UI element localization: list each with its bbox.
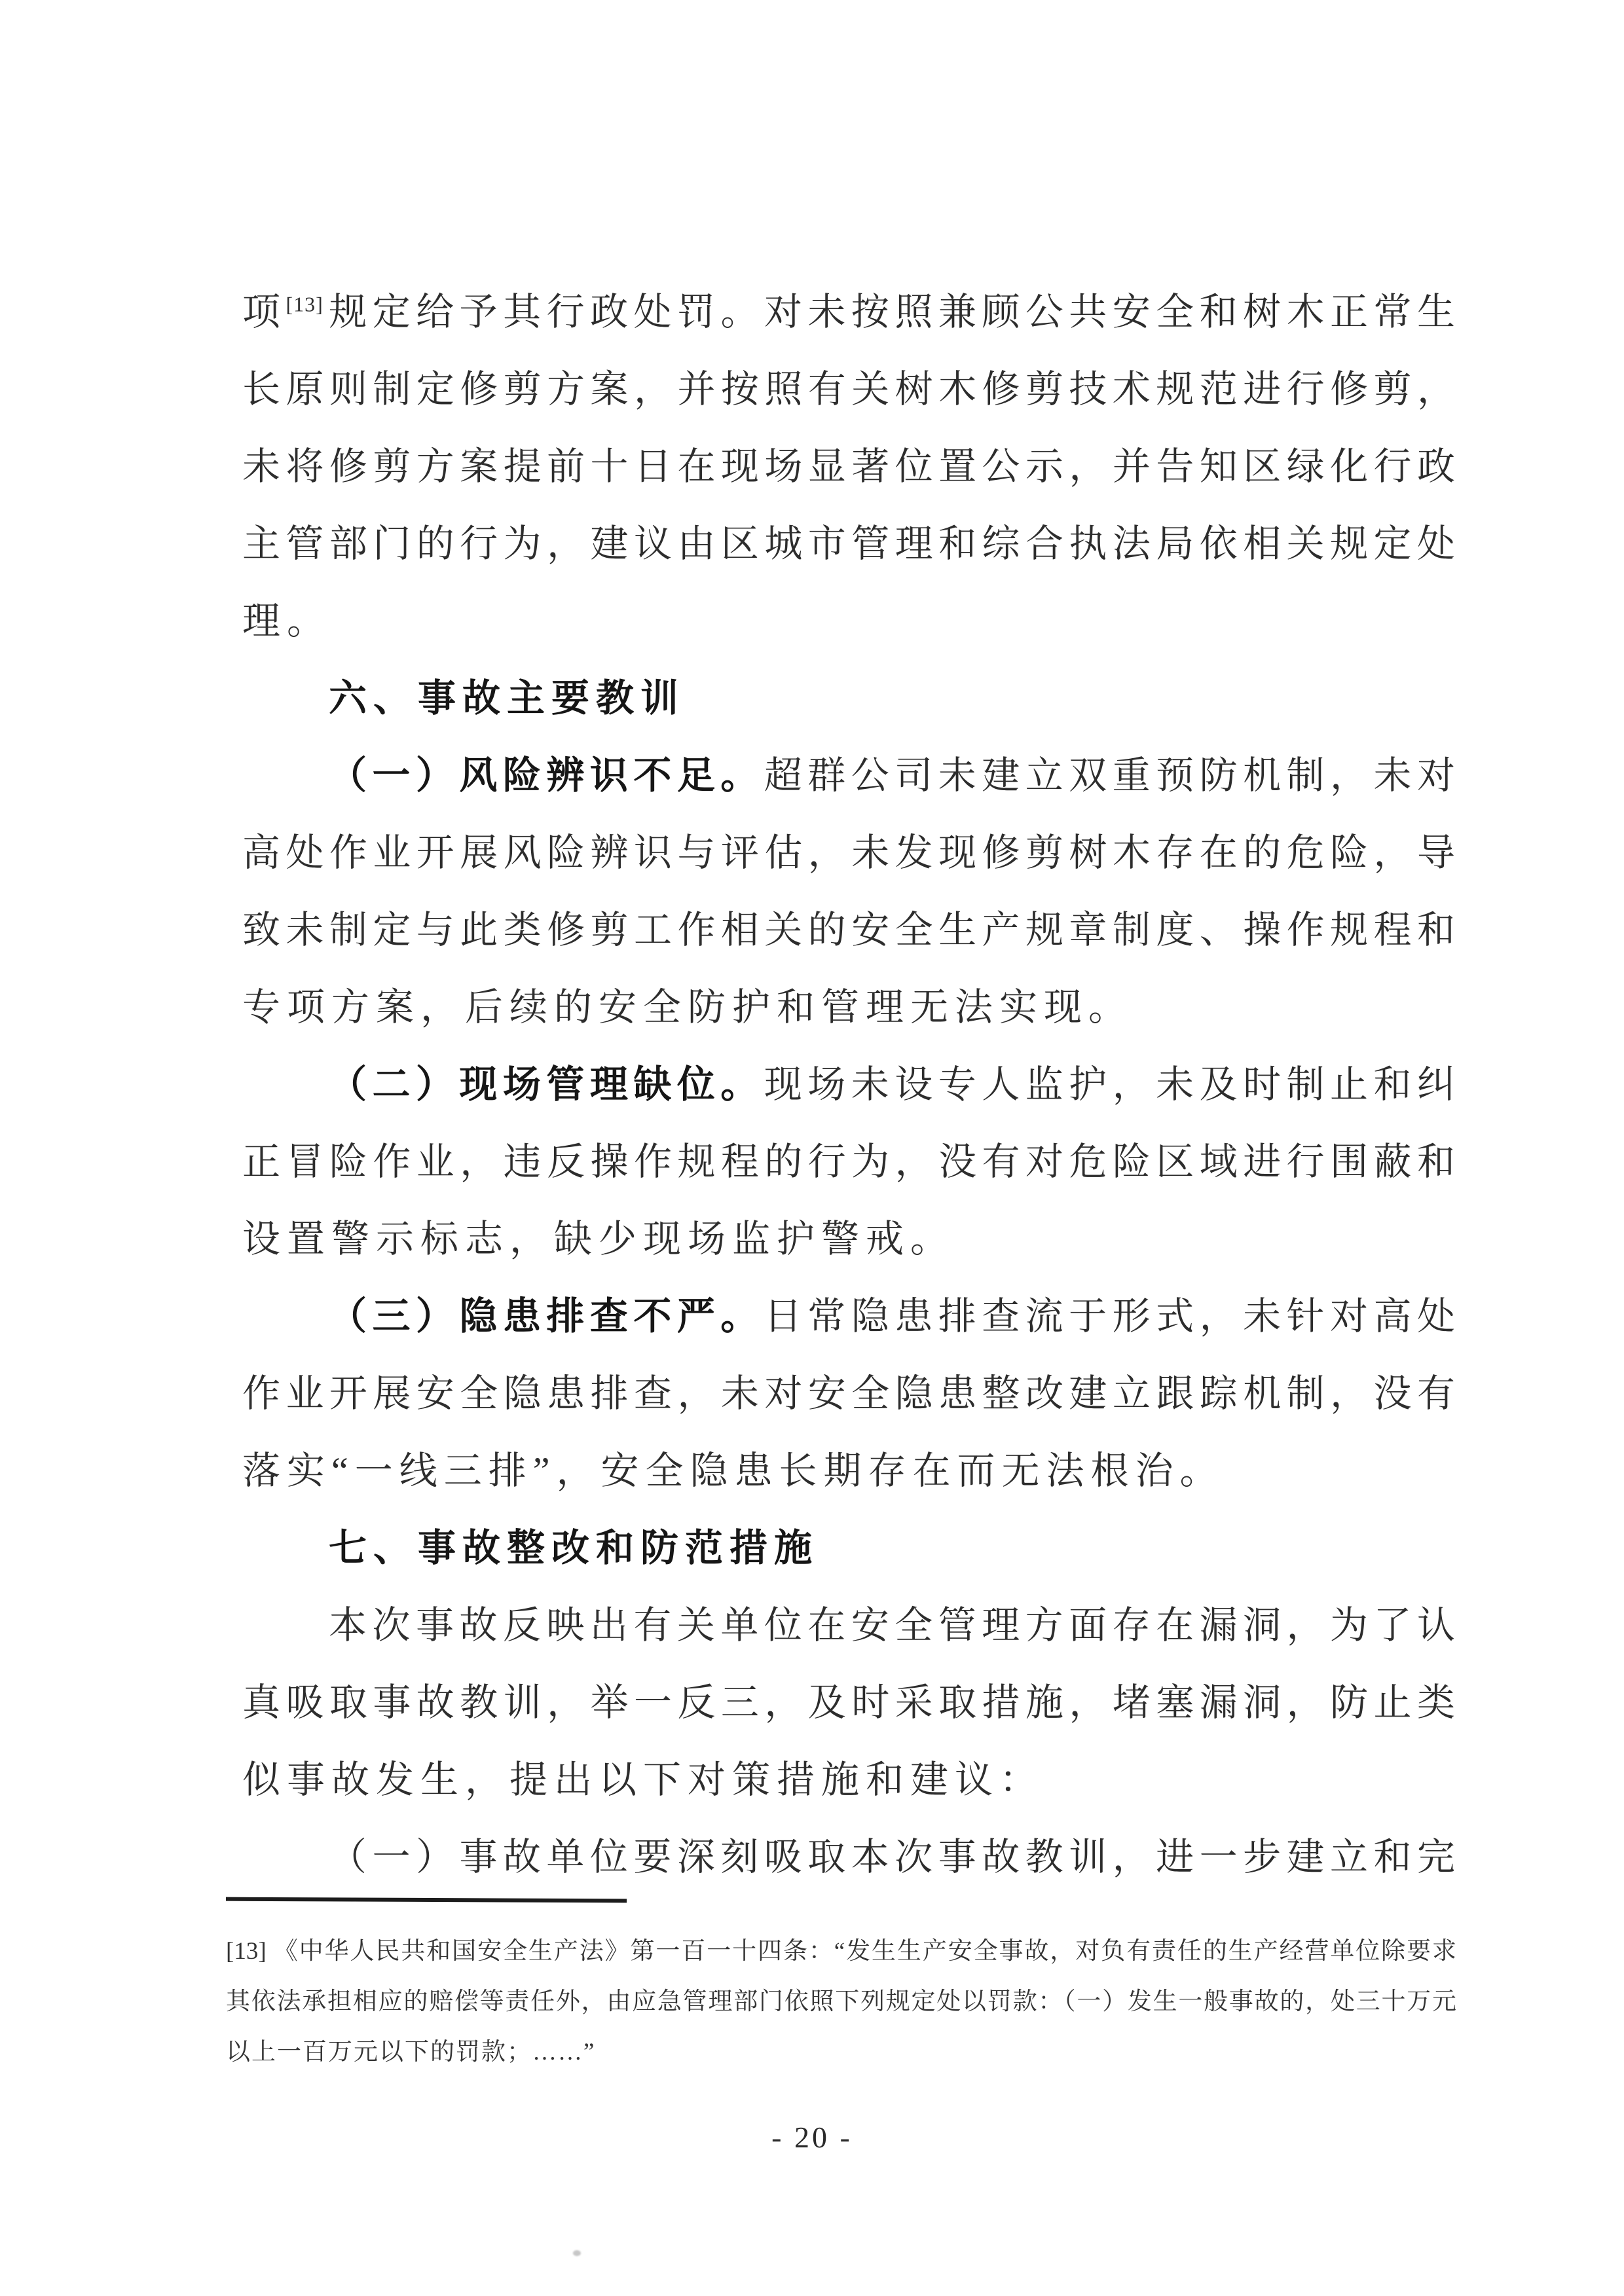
text-line — [242, 1355, 1455, 1432]
text-segment: 设置警示标志，缺少现场监护警戒。 — [242, 1218, 955, 1260]
text-line — [242, 1587, 1455, 1664]
text-segment: 本次事故反映出有关单位在安全管理方面存在漏洞，为了认 — [329, 1604, 1455, 1647]
text-line — [242, 892, 1455, 969]
text-segment: 专项方案，后续的安全防护和管理无法实现。 — [242, 986, 1134, 1029]
text-segment: 致未制定与此类修剪工作相关的安全生产规章制度、操作规程和 — [242, 909, 1455, 951]
text-segment: 日常隐患排查流于形式，未针对高处 — [764, 1295, 1455, 1338]
text-segment: 长原则制定修剪方案，并按照有关树木修剪技术规范进行修剪， — [242, 368, 1455, 410]
text-segment: 主管部门的行为，建议由区城市管理和综合执法局依相关规定处 — [242, 522, 1455, 565]
text-line — [242, 428, 1455, 505]
text-segment: （二）现场管理缺位。 — [329, 1063, 764, 1106]
text-segment: 超群公司未建立双重预防机制，未对 — [764, 754, 1455, 797]
paragraph — [242, 737, 1455, 1046]
text-line — [242, 583, 1455, 660]
text-segment: 似事故发生，提出以下对策措施和建议： — [242, 1758, 1044, 1801]
text-line — [242, 1432, 1455, 1510]
text-line — [242, 1664, 1455, 1741]
text-segment: （一）风险辨识不足。 — [329, 754, 764, 797]
text-segment: 理。 — [242, 600, 332, 642]
text-line — [242, 814, 1455, 892]
text-segment: [13] 《中华人民共和国安全生产法》第一百一十四条：“发生生产安全事故，对负有责任的生产经营单位除要求 — [226, 1938, 1456, 1965]
paragraph — [242, 1819, 1455, 1896]
text-segment: 项 — [242, 291, 286, 333]
text-segment: 现场未设专人监护，未及时制止和纠 — [764, 1063, 1455, 1106]
section-heading — [242, 1510, 1455, 1587]
text-segment: 七、事故整改和防范措施 — [329, 1527, 819, 1569]
paragraph — [242, 274, 1455, 660]
text-line — [242, 969, 1455, 1046]
footnote-reference: [13] — [286, 292, 323, 316]
scan-artifact-dot — [573, 2250, 581, 2256]
text-segment: （三）隐患排查不严。 — [329, 1295, 764, 1338]
text-segment: 真吸取事故教训，举一反三，及时采取措施，堵塞漏洞，防止类 — [242, 1681, 1455, 1724]
text-segment: 规定给予其行政处罚。对未按照兼顾公共安全和树木正常生 — [323, 291, 1455, 333]
text-line — [226, 2027, 1456, 2077]
text-segment: （一）事故单位要深刻吸取本次事故教训，进一步建立和完 — [329, 1836, 1455, 1878]
paragraph — [242, 1278, 1455, 1510]
text-line — [242, 1046, 1455, 1123]
text-segment: 其依法承担相应的赔偿等责任外，由应急管理部门依照下列规定处以罚款：（一）发生一般事故的，处三十万元 — [226, 1988, 1456, 2015]
text-line — [242, 1201, 1455, 1278]
text-segment: 落实“一线三排”，安全隐患长期存在而无法根治。 — [242, 1449, 1225, 1492]
text-line — [242, 1278, 1455, 1355]
text-line — [242, 274, 1455, 351]
text-line — [242, 1123, 1455, 1201]
footnote — [226, 1926, 1456, 2077]
paragraph — [242, 1046, 1455, 1278]
page-number: - 20 - — [771, 2121, 853, 2154]
text-line — [242, 1819, 1455, 1896]
text-line — [242, 505, 1455, 583]
footnote-divider — [226, 1897, 627, 1903]
text-line — [242, 351, 1455, 428]
text-segment: 以上一百万元以下的罚款；……” — [226, 2039, 596, 2066]
text-line — [226, 1926, 1456, 1977]
text-segment: 六、事故主要教训 — [329, 677, 686, 720]
text-line — [242, 1510, 1455, 1587]
text-segment: 未将修剪方案提前十日在现场显著位置公示，并告知区绿化行政 — [242, 445, 1455, 488]
text-segment: 正冒险作业，违反操作规程的行为，没有对危险区域进行围蔽和 — [242, 1140, 1455, 1183]
text-line — [242, 737, 1455, 814]
paragraph — [242, 1587, 1455, 1819]
text-line — [242, 660, 1455, 737]
document-body — [242, 274, 1455, 1896]
text-segment: 高处作业开展风险辨识与评估，未发现修剪树木存在的危险，导 — [242, 831, 1455, 874]
text-line — [242, 1741, 1455, 1819]
text-segment: 作业开展安全隐患排查，未对安全隐患整改建立跟踪机制，没有 — [242, 1372, 1455, 1415]
text-line — [226, 1977, 1456, 2027]
section-heading — [242, 660, 1455, 737]
